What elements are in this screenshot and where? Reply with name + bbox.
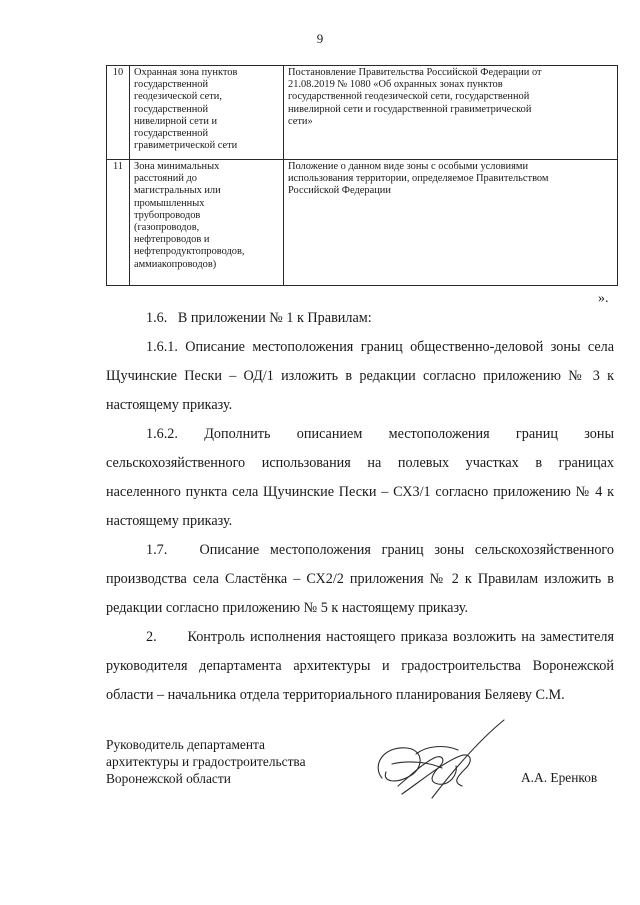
cell-line: государственной	[134, 128, 209, 140]
cell-line: использования территории, определяемое Правительством	[288, 173, 549, 185]
body-text	[106, 304, 614, 710]
cell-line: Постановление Правительства Российской Федерации от	[288, 67, 542, 78]
cell-line: расстояний до	[134, 173, 197, 185]
cell-line: государственной	[134, 103, 209, 115]
table-row	[107, 160, 618, 286]
cell-line: трубопроводов	[134, 209, 201, 221]
legal-basis-cell	[284, 66, 618, 160]
cell-line: сети»	[288, 115, 313, 127]
cell-line: государственной геодезической сети, государственной	[288, 91, 530, 103]
signatory-title-line: Руководитель департамента	[106, 737, 265, 752]
closing-quote-mark: ».	[598, 291, 609, 306]
legal-basis-cell	[284, 160, 618, 286]
signatory-title-line: архитектуры и градостроительства	[106, 754, 306, 769]
paragraph-2: 2. Контроль исполнения настоящего приказа возложить на заместителя руководителя департамента архитектуры и градостроительства Воронежской области – начальника отдела территориального планирования Беляеву С.М.	[106, 629, 614, 703]
paragraph-1-6: 1.6. В приложении № 1 к Правилам:	[146, 310, 372, 326]
cell-line: Российской Федерации	[288, 185, 391, 197]
cell-line: (газопроводов,	[134, 222, 200, 234]
paragraph-1-7: 1.7. Описание местоположения границ зоны сельскохозяйственного производства села Сластёнка – СХ2/2 приложения № 2 к Правилам изложить в редакции согласно приложению № 5 к настоящему приказу.	[106, 542, 614, 616]
cell-line: магистральных или	[134, 185, 221, 197]
cell-line: Охранная зона пунктов	[134, 67, 238, 78]
page-number: 9	[316, 31, 324, 46]
table-row	[107, 66, 618, 160]
row-number-cell: 10	[107, 66, 130, 160]
row-number-cell: 11	[107, 160, 130, 286]
cell-line: нивелирной сети и государственной гравиметрической	[288, 103, 532, 115]
handwritten-signature	[362, 716, 512, 806]
cell-line: аммиакопроводов)	[134, 258, 217, 270]
cell-line: геодезической сети,	[134, 91, 222, 103]
signatory-title	[106, 736, 306, 787]
cell-line: государственной	[134, 79, 209, 91]
cell-line: нефтепродуктопроводов,	[134, 246, 245, 258]
zone-name-cell	[130, 160, 284, 286]
signer-name: А.А. Еренков	[521, 770, 598, 785]
cell-line: нефтепроводов и	[134, 234, 210, 246]
cell-line: гравиметрической сети	[134, 140, 238, 152]
cell-line: Положение о данном виде зоны с особыми условиями	[288, 161, 529, 172]
cell-line: Зона минимальных	[134, 161, 220, 172]
zone-name-cell	[130, 66, 284, 160]
signatory-title-line: Воронежской области	[106, 771, 231, 786]
zones-table	[106, 65, 618, 286]
paragraph-1-6-1: 1.6.1. Описание местоположения границ общественно-деловой зоны села Щучинские Пески – ОД/1 изложить в редакции согласно приложению № 3 к настоящему приказу.	[106, 339, 614, 413]
paragraph-1-6-2: 1.6.2. Дополнить описанием местоположения границ зоны сельскохозяйственного использования на полевых участках в границах населенного пункта села Щучинские Пески – СХ3/1 согласно приложению № 4 к настоящему приказу.	[106, 426, 614, 529]
cell-line: 21.08.2019 № 1080 «Об охранных зонах пунктов	[288, 79, 503, 91]
cell-line: промышленных	[134, 197, 205, 209]
cell-line: нивелирной сети и	[134, 115, 218, 127]
